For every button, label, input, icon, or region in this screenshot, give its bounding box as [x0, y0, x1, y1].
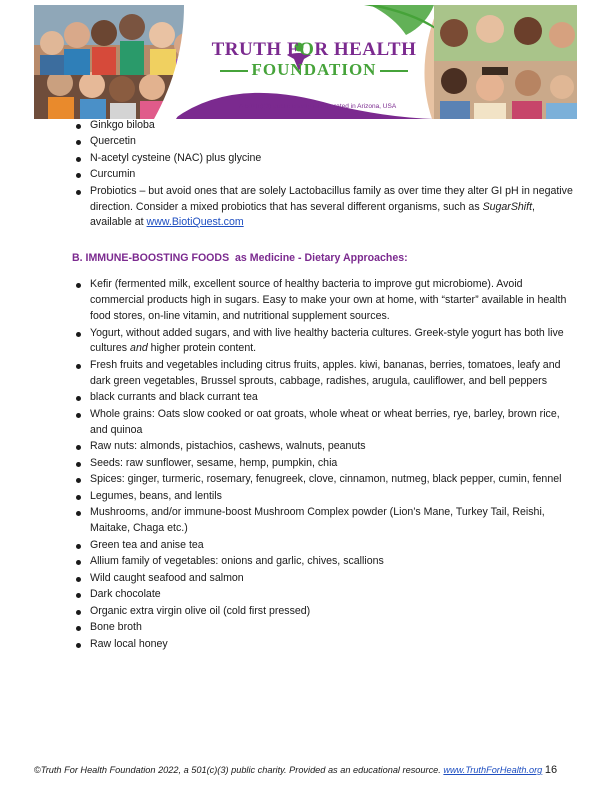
list-item: Legumes, beans, and lentils — [90, 489, 577, 505]
copyright-symbol: © — [34, 765, 41, 775]
brand-tagline: A 501(c)(3) public charity incorporated in Arizona, USA — [239, 103, 397, 110]
list-item: Mushrooms, and/or immune-boost Mushroom Complex powder (Lion’s Mane, Turkey Tail, Reishi, Maitake, Chaga etc.) — [90, 505, 577, 537]
list-item: Ginkgo biloba — [90, 118, 577, 134]
list-item: black currants and black currant tea — [90, 390, 577, 406]
list-item: Wild caught seafood and salmon — [90, 571, 577, 587]
list-item: Whole grains: Oats slow cooked or oat groats, whole wheat or wheat berries, rye, barley, brown rice, and quinoa — [90, 407, 577, 439]
footer-text: Truth For Health Foundation 2022, a 501(c)(3) public charity. Provided as an educational resource. — [40, 765, 444, 775]
document-body — [72, 118, 577, 653]
list-item: Fresh fruits and vegetables including citrus fruits, apples. kiwi, bananas, berries, tomatoes, leafy and dark green vegetables, Brussel sprouts, cabbage, radishes, arugula, cauliflower, and bell peppers — [90, 358, 577, 390]
list-item: Bone broth — [90, 620, 577, 636]
footer-website-link[interactable]: www.TruthForHealth.org — [443, 765, 543, 775]
list-item-probiotics: Probiotics – but avoid ones that are solely Lactobacillus family as over time they alter GI pH in negative direction. Consider a mixed probiotics that has several different organisms, such as SugarShift, available at www.BiotiQuest.com — [90, 184, 577, 232]
header-banner — [34, 5, 577, 119]
list-item: Spices: ginger, turmeric, rosemary, fenugreek, clove, cinnamon, nutmeg, black pepper, cumin, fennel — [90, 472, 577, 488]
supplement-list — [72, 118, 577, 231]
list-item: N-acetyl cysteine (NAC) plus glycine — [90, 151, 577, 167]
product-name: SugarShift — [482, 200, 533, 213]
list-item-yogurt: Yogurt, without added sugars, and with live healthy bacteria cultures. Greek-style yogurt has both live cultures and higher protein content. — [90, 326, 577, 358]
brand-title: TRUTH FOR HEALTH — [211, 39, 417, 60]
list-item: Green tea and anise tea — [90, 538, 577, 554]
biotiquest-link[interactable]: www.BiotiQuest.com — [146, 216, 244, 229]
page-number: 16 — [544, 764, 558, 776]
list-item: Dark chocolate — [90, 587, 577, 603]
food-list — [72, 277, 577, 652]
list-item: Curcumin — [90, 167, 577, 183]
list-item: Raw local honey — [90, 637, 577, 653]
list-item: Kefir (fermented milk, excellent source of healthy bacteria to improve gut microbiome). Avoid commercial products high in sugars. Easy to make your own at home, with “starter” available in health food stores, on-line vitamin, and nutritional supplement sources. — [90, 277, 577, 325]
brand-logo — [194, 39, 434, 80]
brand-subtitle: FOUNDATION — [194, 60, 434, 80]
list-item: Allium family of vegetables: onions and garlic, chives, scallions — [90, 554, 577, 570]
page-footer — [34, 764, 557, 776]
list-item: Organic extra virgin olive oil (cold first pressed) — [90, 604, 577, 620]
section-heading: B. IMMUNE-BOOSTING FOODS as Medicine - Dietary Approaches: — [72, 252, 408, 265]
list-item: Quercetin — [90, 134, 577, 150]
list-item: Raw nuts: almonds, pistachios, cashews, walnuts, peanuts — [90, 439, 577, 455]
list-item: Seeds: raw sunflower, sesame, hemp, pumpkin, chia — [90, 456, 577, 472]
